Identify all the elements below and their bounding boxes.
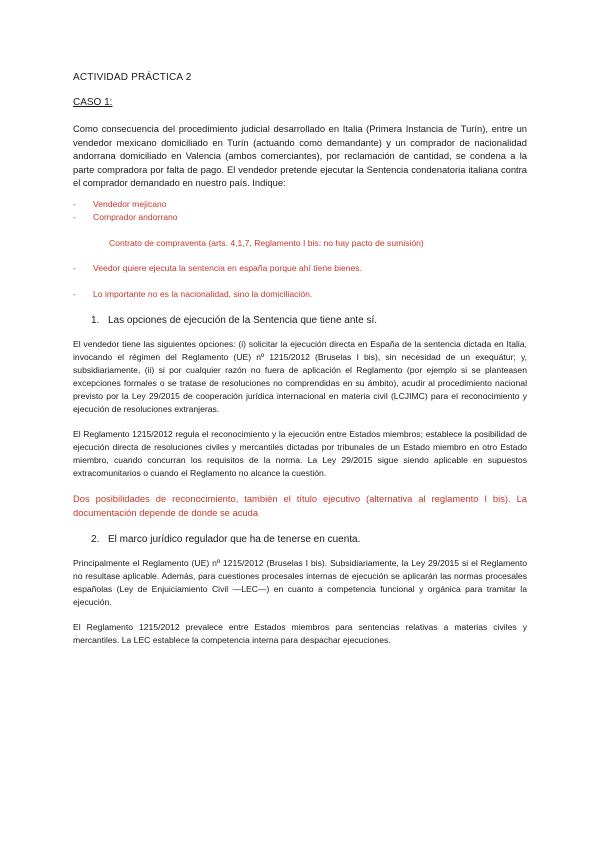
seller-note: Veedor quiere ejecuta la sentencia en españa porque ahí tiene bienes.	[93, 262, 362, 273]
question-1	[91, 315, 527, 326]
case-statement: Como consecuencia del procedimiento judicial desarrollado en Italia (Primera Instancia de Turín), entre un vendedor mexicano domiciliado en Turín (actuando como demandante) y un comprador de nacionalidad andorrana domiciliado en Valencia (ambos comerciantes), por reclamación de cantidad, se condena a la parte compradora por falta de pago. El vendedor pretende ejecutar la Sentencia condenatoria italiana contra el comprador demandado en nuestro país. Indique:	[73, 123, 527, 189]
answer2-paragraph-2: El Reglamento 1215/2012 prevalece entre Estados miembros para sentencias relativas a materias civiles y mercantiles. La LEC establece la competencia interna para despachar ejecuciones.	[73, 621, 527, 645]
contract-note: Contrato de compraventa (arts. 4,1,7, Reglamento I bis: no hay pacto de sumisión)	[109, 237, 424, 248]
list-item	[73, 262, 527, 275]
dash-bullet: -	[73, 198, 76, 209]
question-text: El marco jurídico regulador que ha de tenerse en cuenta.	[108, 533, 361, 545]
list-item	[73, 198, 527, 211]
question-text: Las opciones de ejecución de la Sentencia que tiene ante sí.	[108, 314, 378, 326]
domicile-note: Lo importante no es la nacionalidad, sino la domiciliación.	[93, 288, 313, 299]
party-note-seller: Vendedor mejicano	[93, 198, 167, 209]
document-page	[73, 72, 527, 659]
dash-bullet: -	[73, 262, 76, 273]
document-title: ACTIVIDAD PRÁCTICA 2	[73, 72, 192, 83]
list-item	[73, 211, 527, 224]
dash-bullet: -	[73, 288, 76, 299]
answer2-paragraph-1: Principalmente el Reglamento (UE) nº 1215/2012 (Bruselas I bis). Subsidiariamente, la Ley 29/2015 si el Reglamento no resultase aplicable. Además, para cuestiones procesales internas de ejecución se aplicarán las normas procesales españolas (Ley de Enjuiciamiento Civil —LEC—) en cuanto a competencia funcional y orgánica para tramitar la ejecución.	[73, 557, 527, 607]
answer1-paragraph-1: El vendedor tiene las siguientes opciones: (i) solicitar la ejecución directa en España de la sentencia dictada en Italia, invocando el régimen del Reglamento (UE) nº 1215/2012 (Bruselas I bis), sin necesidad de un exequátur; y, subsidiariamente, (ii) si por cualquier razón no fuera de aplicación el Reglamento (por ejemplo si se planteasen excepciones formales o se tratase de resoluciones no comprendidas en su ámbito), acudir al procedimiento nacional previsto por la Ley 29/2015 de cooperación jurídica internacional en materia civil (LCJIMC) para el reconocimiento y ejecución de resoluciones extranjeras.	[73, 338, 527, 414]
question-2	[91, 534, 527, 545]
answer1-paragraph-2: El Reglamento 1215/2012 regula el reconocimiento y la ejecución entre Estados miembros; establece la posibilidad de ejecución directa de resoluciones civiles y mercantiles dictadas por tribunales de un Estado miembro en otro Estado miembro, cuando concurran los requisitos de la norma. La Ley 29/2015 sigue siendo aplicable en supuestos extracomunitarios o cuando el Reglamento no alcance la cuestión.	[73, 428, 527, 478]
question-number: 1.	[91, 314, 100, 326]
case-label: CASO 1:	[73, 97, 113, 108]
domicile-note-list	[73, 288, 527, 301]
question-number: 2.	[91, 533, 100, 545]
answer1-red-note: Dos posibilidades de reconocimiento, también el título ejecutivo (alternativa al reglamento I bis). La documentación depende de donde se acuda	[73, 492, 527, 518]
party-note-buyer: Comprador andorrano	[93, 211, 178, 222]
seller-note-list	[73, 262, 527, 275]
dash-bullet: -	[73, 211, 76, 222]
party-notes-list	[73, 198, 527, 224]
list-item	[73, 288, 527, 301]
